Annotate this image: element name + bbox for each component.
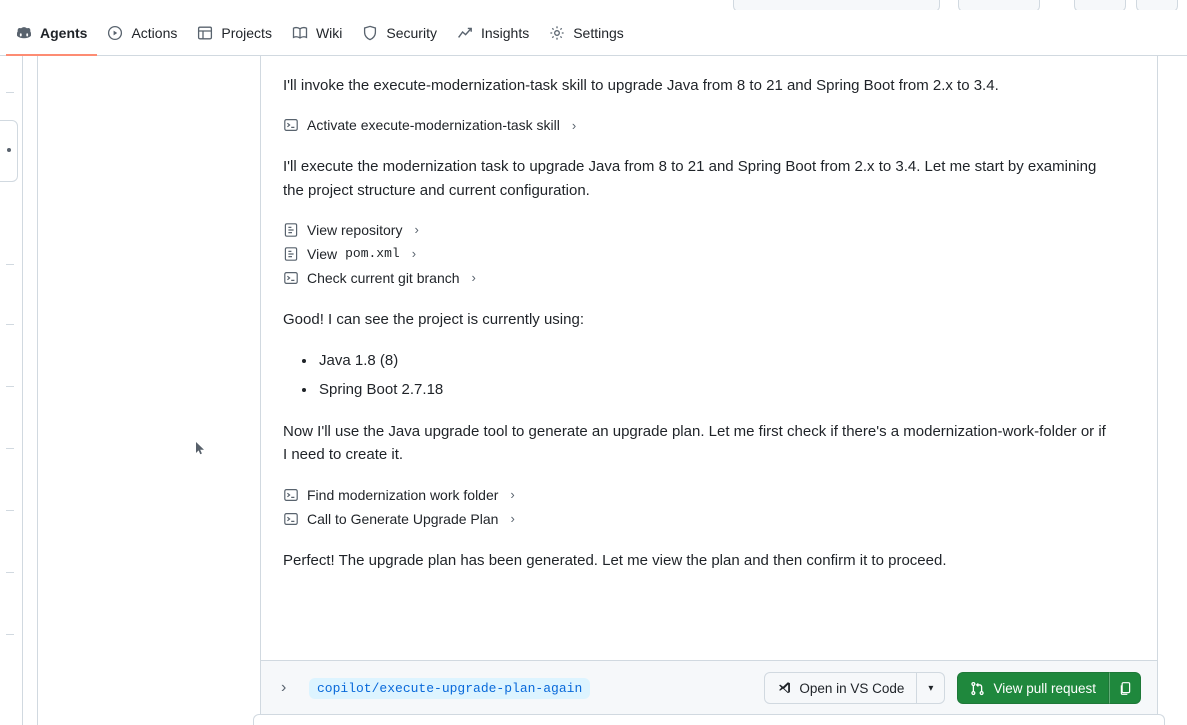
nav-item-insights[interactable] [447, 10, 539, 56]
nav-item-projects[interactable] [187, 10, 282, 56]
tool-list-3 [283, 483, 1135, 531]
open-in-vscode-caret-button[interactable] [917, 672, 945, 704]
git-pull-request-icon [970, 681, 985, 696]
tool-list-2 [283, 218, 1135, 290]
tool-row-label: View repository [307, 221, 403, 238]
rail-divider-4 [6, 386, 14, 387]
assistant-paragraph-1: I'll invoke the execute-modernization-task skill to upgrade Java from 8 to 21 and Spring Boot from 2.x to 3.4. [283, 77, 999, 94]
tool-row-check-git-branch[interactable] [283, 266, 1135, 290]
agent-session-panel [260, 56, 1158, 725]
repo-nav [0, 10, 1187, 56]
assistant-paragraph-2: I'll execute the modernization task to upgrade Java from 8 to 21 and Spring Boot from 2.x to 3.4. Let me start by examining the project structure and current configuration. [283, 158, 1097, 199]
chevron-right-icon: › [414, 222, 419, 238]
graph-icon [457, 25, 473, 41]
tool-row-label: Call to Generate Upgrade Plan [307, 510, 499, 527]
nav-item-label: Wiki [315, 24, 343, 41]
left-rail [0, 56, 23, 725]
chevron-right-icon: › [411, 246, 417, 262]
terminal-icon [283, 511, 299, 527]
list-item: • Java 1.8 (8) [317, 347, 1135, 376]
nav-item-label: Projects [221, 24, 272, 41]
chevron-right-icon: › [571, 117, 577, 133]
nav-item-label: Insights [480, 24, 530, 41]
rail-divider-5 [6, 448, 14, 449]
file-code-icon [283, 222, 299, 238]
copy-pull-request-button[interactable] [1109, 672, 1141, 704]
rail-divider-1 [6, 92, 14, 93]
sidebar-divider [37, 56, 38, 725]
tool-row-generate-upgrade-plan[interactable] [283, 507, 1135, 531]
nav-item-label: Settings [573, 24, 624, 41]
session-action-bar [261, 660, 1157, 715]
nav-item-agents[interactable] [6, 10, 97, 56]
rail-divider-6 [6, 510, 14, 511]
tool-row-activate-skill[interactable] [283, 113, 1135, 137]
next-section-card-top [253, 714, 1165, 725]
tool-row-label: Activate execute-modernization-task skill [307, 117, 560, 134]
view-pull-request-group [957, 672, 1141, 704]
nav-item-label: Agents [40, 24, 88, 41]
open-in-vscode-button[interactable] [764, 672, 917, 704]
project-versions-list [283, 347, 1135, 404]
assistant-paragraph-3: Good! I can see the project is currently using: [283, 310, 584, 328]
panel-right-margin [1158, 56, 1187, 725]
tool-row-view-pom-xml[interactable] [283, 242, 1135, 266]
tool-row-find-work-folder[interactable] [283, 483, 1135, 507]
nav-item-label: Actions [131, 24, 178, 41]
rail-collapsed-panel[interactable] [0, 120, 18, 182]
copy-icon [1118, 681, 1133, 696]
tool-row-label: Find modernization work folder [307, 486, 499, 503]
view-pull-request-button[interactable] [957, 672, 1109, 704]
chevron-right-icon: › [510, 511, 515, 526]
open-in-vscode-group [764, 672, 945, 704]
chevron-right-icon: › [510, 487, 515, 502]
mouse-cursor [196, 442, 206, 456]
nav-item-wiki[interactable] [282, 10, 352, 56]
tool-row-code: pom.xml [345, 246, 400, 262]
nav-item-security[interactable] [352, 10, 447, 56]
rail-divider-7 [6, 572, 14, 573]
tool-list-1 [283, 113, 1135, 137]
chevron-down-icon: ▾ [928, 682, 934, 694]
terminal-icon [283, 487, 299, 503]
copilot-icon [16, 25, 32, 41]
list-item: • Spring Boot 2.7.18 [317, 376, 1135, 405]
rail-divider-2 [6, 264, 14, 265]
book-icon [292, 25, 308, 41]
assistant-paragraph-5: Perfect! The upgrade plan has been generated. Let me view the plan and then confirm it to proceed. [283, 551, 947, 569]
expand-chevron-icon[interactable]: › [281, 679, 287, 696]
open-in-vscode-label: Open in VS Code [799, 680, 905, 696]
view-pull-request-label: View pull request [993, 680, 1096, 696]
rail-divider-8 [6, 634, 14, 635]
terminal-icon [283, 270, 299, 286]
nav-item-actions[interactable] [97, 10, 187, 56]
table-icon [197, 25, 213, 41]
rail-dot-icon [7, 148, 11, 152]
terminal-icon [283, 117, 299, 133]
shield-icon [362, 25, 378, 41]
top-partial-toolbar [0, 0, 1187, 10]
branch-name-chip[interactable]: copilot/execute-upgrade-plan-again [309, 678, 590, 699]
tool-row-view-repository[interactable] [283, 218, 1135, 242]
rail-divider-3 [6, 324, 14, 325]
tool-row-label: View [307, 245, 338, 262]
play-circle-icon [107, 25, 123, 41]
tool-row-label: Check current git branch [307, 269, 460, 286]
chevron-right-icon: › [471, 270, 476, 286]
nav-item-label: Security [386, 24, 437, 41]
assistant-paragraph-4: Now I'll use the Java upgrade tool to generate an upgrade plan. Let me first check if there's a modernization-work-folder or if I need to create it. [283, 423, 1106, 464]
nav-item-settings[interactable] [539, 10, 634, 56]
vscode-icon [777, 681, 792, 696]
file-code-icon [283, 246, 299, 262]
gear-icon [549, 25, 565, 41]
